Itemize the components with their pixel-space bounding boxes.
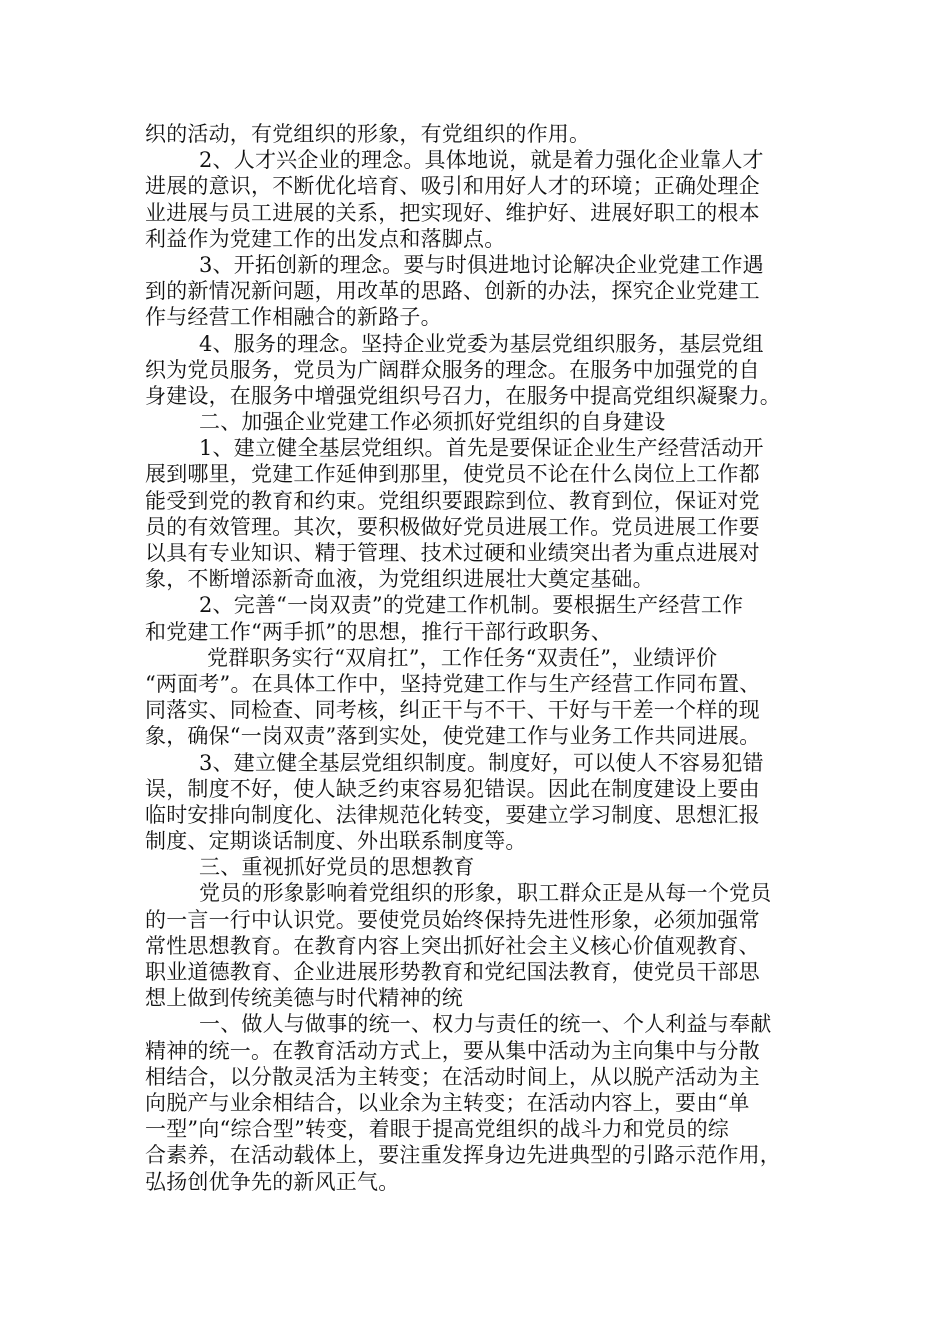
text-line: 一型”向“综合型”转变，着眼于提高党组织的战斗力和党员的综 [145,1117,730,1142]
text-line: 制度、定期谈话制度、外出联系制度等。 [145,829,527,854]
section-heading: 二、加强企业党建工作必须抓好党组织的自身建设 [199,410,666,435]
text-line: 弘扬创优争先的新风正气。 [145,1169,400,1194]
text-line: 能受到党的教育和约束。党组织要跟踪到位、教育到位，保证对党 [145,488,760,513]
text-line: 党群职务实行“双肩扛”，工作任务“双责任”，业绩评价 [207,645,718,670]
text-line: 的一言一行中认识党。要使党员始终保持先进性形象，必须加强常 [145,907,760,932]
text-line: 和党建工作“两手抓”的思想，推行干部行政职务、 [145,619,613,644]
text-line: 向脱产与业余相结合，以业余为主转变；在活动内容上，要由“单 [145,1090,750,1115]
text-line: 合素养，在活动载体上，要注重发挥身边先进典型的引路示范作用， [145,1143,781,1168]
text-line: 党员的形象影响着党组织的形象，职工群众正是从每一个党员 [199,881,772,906]
text-line: 业进展与员工进展的关系，把实现好、维护好、进展好职工的根本 [145,200,760,225]
text-line: 4、服务的理念。坚持企业党委为基层党组织服务，基层党组 [199,331,764,356]
text-line: 常性思想教育。在教育内容上突出抓好社会主义核心价值观教育、 [145,933,760,958]
text-line: 象，确保“一岗双责”落到实处，使党建工作与业务工作共同进展。 [145,724,761,749]
text-line: 3、开拓创新的理念。要与时俱进地讨论解决企业党建工作遇 [199,252,764,277]
text-line: 一、做人与做事的统一、权力与责任的统一、个人利益与奉献 [199,1012,772,1037]
text-line: 2、人才兴企业的理念。具体地说，就是着力强化企业靠人才 [199,148,764,173]
text-line: 作与经营工作相融合的新路子。 [145,305,442,330]
text-line: 织为党员服务，党员为广阔群众服务的理念。在服务中加强党的自 [145,357,760,382]
text-line: 职业道德教育、企业进展形势教育和党纪国法教育，使党员干部思 [145,960,760,984]
text-line: 进展的意识，不断优化培育、吸引和用好人才的环境；正确处理企 [145,174,760,199]
text-line: 展到哪里，党建工作延伸到那里，使党员不论在什么岗位上工作都 [145,462,760,487]
section-heading: 三、重视抓好党员的思想教育 [199,855,475,880]
document-body [145,121,809,1195]
text-line: 到的新情况新问题，用改革的思路、创新的办法，探究企业党建工 [145,279,760,304]
text-line: 想上做到传统美德与时代精神的统 [145,986,463,1011]
text-line: 以具有专业知识、精于管理、技术过硬和业绩突出者为重点进展对 [145,541,760,565]
text-line: 2、完善“一岗双责”的党建工作机制。要根据生产经营工作 [199,593,744,618]
text-line: 员的有效管理。其次，要积极做好党员进展工作。党员进展工作要 [145,514,760,539]
text-line: 利益作为党建工作的出发点和落脚点。 [145,226,506,251]
text-line: 象，不断增添新奇血液，为党组织进展壮大奠定基础。 [145,567,654,592]
text-line: 织的活动，有党组织的形象，有党组织的作用。 [145,122,591,146]
text-line: “两面考”。在具体工作中，坚持党建工作与生产经营工作同布置、 [145,671,761,696]
text-line: 精神的统一。在教育活动方式上，要从集中活动为主向集中与分散 [145,1038,760,1063]
text-line: 1、建立健全基层党组织。首先是要保证企业生产经营活动开 [199,436,764,461]
text-line: 临时安排向制度化、法律规范化转变，要建立学习制度、思想汇报 [145,802,760,827]
text-line: 3、建立健全基层党组织制度。制度好，可以使人不容易犯错 [199,750,764,775]
text-line: 误，制度不好，使人缺乏约束容易犯错误。因此在制度建设上要由 [145,776,760,801]
text-line: 身建设，在服务中增强党组织号召力，在服务中提高党组织凝聚力。 [145,383,781,408]
text-line: 同落实、同检查、同考核，纠正干与不干、干好与干差一个样的现 [145,698,760,723]
text-line: 相结合，以分散灵活为主转变；在活动时间上，从以脱产活动为主 [145,1064,760,1089]
